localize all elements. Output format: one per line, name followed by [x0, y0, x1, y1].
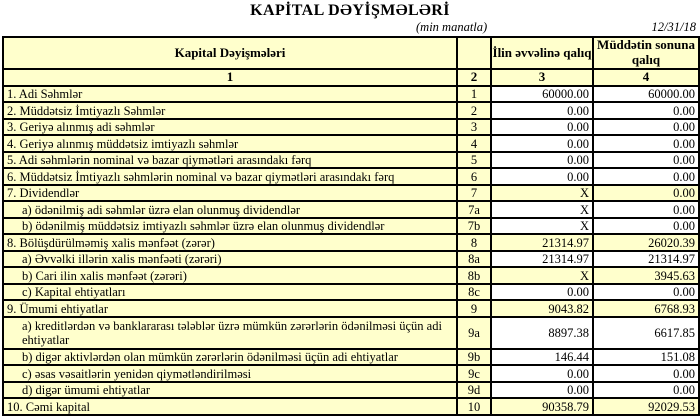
end-balance-cell: 0.00 — [593, 152, 699, 169]
row-number-cell: 8a — [457, 251, 491, 268]
table-row — [3, 267, 699, 284]
table-row — [3, 102, 699, 119]
start-balance-cell: 21314.97 — [491, 234, 593, 251]
table-row — [3, 234, 699, 251]
col-index-4: 4 — [593, 69, 699, 86]
start-balance-cell: 0.00 — [491, 119, 593, 136]
end-balance-cell: 0.00 — [593, 102, 699, 119]
row-number-cell: 2 — [457, 102, 491, 119]
end-balance-cell: 0.00 — [593, 201, 699, 218]
subtitle-row — [0, 20, 700, 36]
table-row — [3, 201, 699, 218]
table-row — [3, 349, 699, 366]
capital-changes-table — [2, 36, 700, 416]
col-index-2: 2 — [457, 69, 491, 86]
row-label-cell: b) ödənilmiş müddətsiz imtiyazlı səhmlər üzrə elan olunmuş dividendlər — [3, 218, 457, 235]
row-number-cell: 9c — [457, 365, 491, 382]
table-body — [3, 86, 699, 415]
end-balance-cell: 0.00 — [593, 135, 699, 152]
row-label-cell: 2. Müddətsiz İmtiyazlı Səhmlər — [3, 102, 457, 119]
end-balance-cell: 0.00 — [593, 218, 699, 235]
row-label-cell: b) digər aktivlərdən olan mümkün zərərlərin ödənilməsi üçün adi ehtiyatlar — [3, 349, 457, 366]
table-row — [3, 152, 699, 169]
table-row — [3, 185, 699, 202]
row-number-cell: 1 — [457, 86, 491, 103]
row-label-cell: a) Əvvəlki illərin xalis mənfəəti (zərəri) — [3, 251, 457, 268]
start-balance-cell: 146.44 — [491, 349, 593, 366]
start-balance-cell: 0.00 — [491, 284, 593, 301]
row-number-cell: 9a — [457, 317, 491, 349]
page-title: KAPİTAL DƏYİŞMƏLƏRİ — [250, 2, 450, 19]
header-start-balance-cell: İlin əvvəlinə qalıq — [491, 37, 593, 69]
row-label-cell: 10. Cəmi kapital — [3, 398, 457, 415]
row-number-cell: 10 — [457, 398, 491, 415]
row-label-cell: 5. Adi səhmlərin nominal və bazar qiymətləri arasındakı fərq — [3, 152, 457, 169]
table-row — [3, 168, 699, 185]
end-balance-cell: 0.00 — [593, 382, 699, 399]
end-balance-cell: 6768.93 — [593, 300, 699, 317]
end-balance-cell: 0.00 — [593, 119, 699, 136]
table-row — [3, 382, 699, 399]
start-balance-cell: 90358.79 — [491, 398, 593, 415]
row-number-cell: 3 — [457, 119, 491, 136]
end-balance-cell: 92029.53 — [593, 398, 699, 415]
end-balance-cell: 151.08 — [593, 349, 699, 366]
table-row — [3, 218, 699, 235]
start-balance-cell: 60000.00 — [491, 86, 593, 103]
end-balance-cell: 0.00 — [593, 365, 699, 382]
table-header-row — [3, 37, 699, 69]
row-label-cell: 3. Geriyə alınmış adi səhmlər — [3, 119, 457, 136]
start-balance-cell: 0.00 — [491, 382, 593, 399]
start-balance-cell: 0.00 — [491, 152, 593, 169]
row-label-cell: c) Kapital ehtiyatları — [3, 284, 457, 301]
header-label-cell: Kapital Dəyişmələri — [3, 37, 457, 69]
table-row — [3, 251, 699, 268]
table-row — [3, 119, 699, 136]
end-balance-cell: 6617.85 — [593, 317, 699, 349]
row-number-cell: 8 — [457, 234, 491, 251]
units-note: (min manatla) — [416, 20, 488, 34]
start-balance-cell: X — [491, 201, 593, 218]
end-balance-cell: 0.00 — [593, 284, 699, 301]
row-number-cell: 8b — [457, 267, 491, 284]
row-label-cell: 9. Ümumi ehtiyatlar — [3, 300, 457, 317]
start-balance-cell: X — [491, 267, 593, 284]
col-index-1: 1 — [3, 69, 457, 86]
start-balance-cell: 8897.38 — [491, 317, 593, 349]
row-number-cell: 7 — [457, 185, 491, 202]
start-balance-cell: 0.00 — [491, 102, 593, 119]
table-row — [3, 284, 699, 301]
row-label-cell: a) kreditlərdən və banklararası tələblər üzrə mümkün zərərlərin ödənilməsi üçün adi ehtiyatlar — [3, 317, 457, 349]
header-end-balance-cell: Müddətin sonuna qalıq — [593, 37, 699, 69]
row-label-cell: 8. Bölüşdürülməmiş xalis mənfəət (zərər) — [3, 234, 457, 251]
row-number-cell: 8c — [457, 284, 491, 301]
row-label-cell: 7. Dividendlər — [3, 185, 457, 202]
table-row — [3, 398, 699, 415]
end-balance-cell: 60000.00 — [593, 86, 699, 103]
start-balance-cell: 0.00 — [491, 168, 593, 185]
col-index-3: 3 — [491, 69, 593, 86]
table-row — [3, 317, 699, 349]
row-label-cell: b) Cari ilin xalis mənfəət (zərəri) — [3, 267, 457, 284]
report-date: 12/31/18 — [651, 20, 696, 34]
header-empty-cell — [457, 37, 491, 69]
row-label-cell: c) əsas vəsaitlərin yenidən qiymətləndirilməsi — [3, 365, 457, 382]
column-index-row — [3, 69, 699, 86]
end-balance-cell: 21314.97 — [593, 251, 699, 268]
row-label-cell: d) digər ümumi ehtiyatlar — [3, 382, 457, 399]
row-number-cell: 5 — [457, 152, 491, 169]
table-row — [3, 300, 699, 317]
end-balance-cell: 26020.39 — [593, 234, 699, 251]
table-row — [3, 135, 699, 152]
end-balance-cell: 0.00 — [593, 168, 699, 185]
row-number-cell: 6 — [457, 168, 491, 185]
row-label-cell: a) ödənilmiş adi səhmlər üzrə elan olunmuş dividendlər — [3, 201, 457, 218]
start-balance-cell: X — [491, 218, 593, 235]
end-balance-cell: 0.00 — [593, 185, 699, 202]
start-balance-cell: 0.00 — [491, 135, 593, 152]
row-number-cell: 9d — [457, 382, 491, 399]
table-row — [3, 365, 699, 382]
start-balance-cell: 21314.97 — [491, 251, 593, 268]
row-number-cell: 4 — [457, 135, 491, 152]
row-label-cell: 6. Müddətsiz İmtiyazlı səhmlərin nominal və bazar qiymətləri arasındakı fərq — [3, 168, 457, 185]
row-label-cell: 4. Geriyə alınmış müddətsiz imtiyazlı səhmlər — [3, 135, 457, 152]
row-number-cell: 7b — [457, 218, 491, 235]
end-balance-cell: 3945.63 — [593, 267, 699, 284]
start-balance-cell: 0.00 — [491, 365, 593, 382]
table-row — [3, 86, 699, 103]
start-balance-cell: 9043.82 — [491, 300, 593, 317]
row-label-cell: 1. Adi Səhmlər — [3, 86, 457, 103]
row-number-cell: 7a — [457, 201, 491, 218]
row-number-cell: 9 — [457, 300, 491, 317]
row-number-cell: 9b — [457, 349, 491, 366]
start-balance-cell: X — [491, 185, 593, 202]
